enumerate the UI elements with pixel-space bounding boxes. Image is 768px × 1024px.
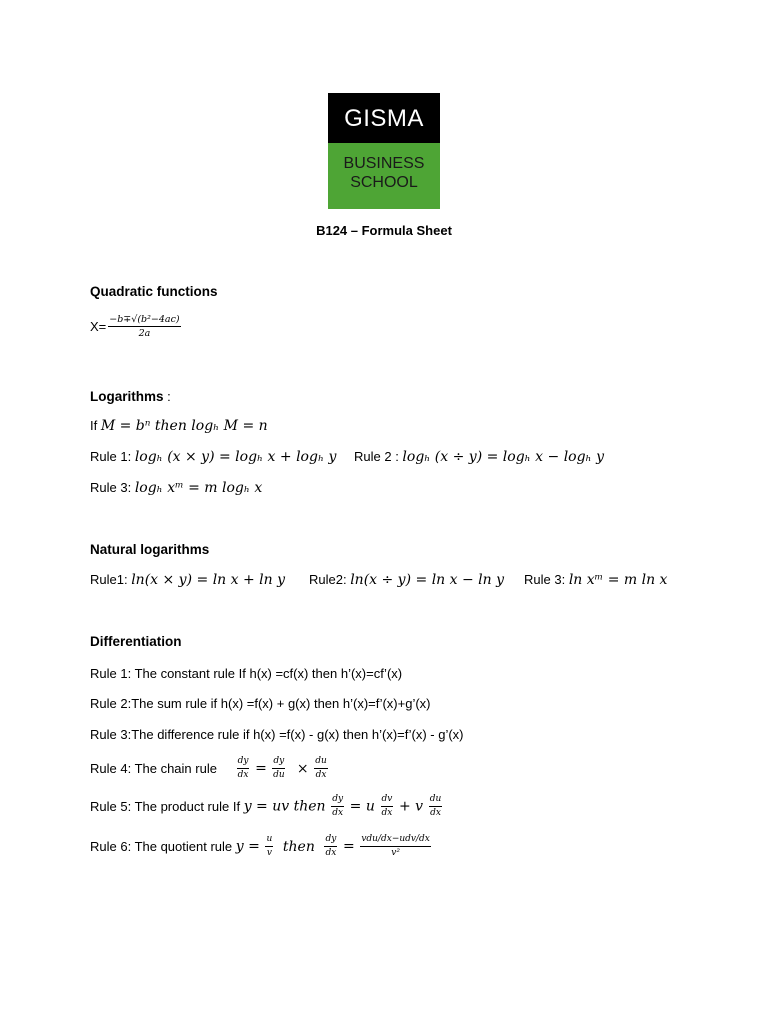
logarithms-if-formula: M = bⁿ then logₕ M = n — [100, 418, 268, 434]
differentiation-heading: Differentiation — [90, 634, 182, 649]
diff-rule4-equals: = — [255, 760, 267, 777]
logo-school-text: SCHOOL — [350, 174, 418, 191]
natural-log-rule2-label: Rule2: — [309, 572, 351, 587]
diff-rule6-frac1 — [265, 834, 273, 859]
natural-log-rule3 — [524, 572, 667, 588]
diff-rule6-frac2 — [324, 834, 337, 859]
logo-business-text: BUSINESS — [343, 155, 425, 172]
natural-log-rule3-formula: ln xᵐ = m ln x — [568, 572, 668, 588]
natural-log-rule1-label: Rule1: — [90, 572, 132, 587]
frac-numerator: du — [429, 794, 443, 807]
diff-rule4-frac3 — [314, 756, 328, 781]
logarithms-heading-line — [90, 389, 171, 404]
diff-rule1: Rule 1: The constant rule If h(x) =cf(x) then h’(x)=cf’(x) — [90, 666, 403, 681]
logarithms-rule2 — [354, 449, 604, 465]
logarithms-rule2-formula: logₕ (x ÷ y) = logₕ x − logₕ y — [402, 449, 604, 465]
quadratic-denominator: 2a — [138, 328, 151, 339]
gisma-logo — [328, 93, 440, 209]
natural-log-rule2 — [309, 572, 504, 588]
logarithms-definition — [90, 418, 268, 434]
natural-log-rule2-formula: ln(x ÷ y) = ln x − ln y — [350, 572, 505, 588]
quadratic-heading: Quadratic functions — [90, 284, 218, 299]
frac-numerator: vdu/dx−udv/dx — [360, 834, 431, 847]
diff-rule4-times: × — [296, 760, 309, 777]
logo-top-block — [328, 93, 440, 143]
frac-numerator: u — [265, 834, 273, 847]
logarithms-heading-suffix: : — [163, 389, 171, 404]
diff-rule5-frac1 — [331, 794, 344, 819]
diff-rule5-label: Rule 5: The product rule If — [90, 799, 244, 814]
logarithms-rule1 — [90, 449, 336, 465]
diff-rule4-frac2 — [272, 756, 285, 781]
page-title: B124 – Formula Sheet — [316, 223, 452, 238]
diff-rule4-frac1 — [237, 756, 250, 781]
quadratic-fraction — [108, 314, 180, 339]
frac-denominator: dx — [332, 808, 344, 818]
frac-denominator: v² — [391, 848, 400, 858]
frac-denominator: v — [266, 848, 272, 858]
diff-rule6-label: Rule 6: The quotient rule — [90, 839, 236, 854]
frac-numerator: dy — [237, 756, 250, 769]
logarithms-rule1-label: Rule 1: — [90, 449, 135, 464]
frac-denominator: dx — [237, 770, 249, 780]
diff-rule3: Rule 3:The difference rule if h(x) =f(x) - g(x) then h’(x)=f’(x) - g’(x) — [90, 727, 464, 742]
quadratic-formula — [90, 314, 183, 339]
diff-rule4 — [90, 756, 330, 781]
diff-rule6-lhs: y = — [235, 838, 260, 855]
diff-rule5-eq: = u — [349, 798, 375, 815]
natural-log-rule3-label: Rule 3: — [524, 572, 569, 587]
logarithms-rule3-label: Rule 3: — [90, 480, 135, 495]
logarithms-rule1-formula: logₕ (x × y) = logₕ x + logₕ y — [134, 449, 337, 465]
frac-numerator: dy — [324, 834, 337, 847]
diff-rule5-frac3 — [429, 794, 443, 819]
logarithms-rule2-label: Rule 2 : — [354, 449, 403, 464]
logarithms-if-label: If — [90, 418, 101, 433]
diff-rule6 — [90, 834, 433, 859]
natural-log-heading: Natural logarithms — [90, 542, 210, 557]
frac-denominator: du — [273, 770, 285, 780]
quadratic-prefix: X= — [90, 319, 107, 334]
frac-denominator: dx — [381, 808, 393, 818]
frac-numerator: dv — [381, 794, 394, 807]
logarithms-rule3 — [90, 480, 262, 496]
diff-rule5-plus: + v — [398, 798, 424, 815]
frac-denominator: dx — [430, 808, 441, 818]
diff-rule6-frac3 — [360, 834, 431, 859]
logarithms-rule3-formula: logₕ xᵐ = m logₕ x — [134, 480, 263, 496]
frac-numerator: dy — [272, 756, 285, 769]
diff-rule5 — [90, 794, 444, 819]
natural-log-rule1-formula: ln(x × y) = ln x + ln y — [131, 572, 286, 588]
diff-rule6-equals: = — [342, 838, 355, 855]
diff-rule2: Rule 2:The sum rule if h(x) =f(x) + g(x) then h’(x)=f’(x)+g’(x) — [90, 696, 431, 711]
frac-numerator: du — [314, 756, 328, 769]
frac-numerator: dy — [331, 794, 344, 807]
diff-rule5-lhs: y = uv then — [243, 798, 326, 815]
frac-denominator: dx — [325, 848, 337, 858]
logo-bottom-block — [328, 143, 440, 209]
quadratic-numerator: −b∓√(b²−4ac) — [109, 314, 180, 325]
frac-denominator: dx — [315, 770, 327, 780]
diff-rule5-frac2 — [381, 794, 394, 819]
diff-rule6-then: then — [282, 838, 315, 855]
logarithms-heading: Logarithms — [90, 389, 164, 404]
natural-log-rule1 — [90, 572, 285, 588]
diff-rule4-label: Rule 4: The chain rule — [90, 761, 217, 776]
logo-gisma-text: GISMA — [344, 105, 424, 132]
